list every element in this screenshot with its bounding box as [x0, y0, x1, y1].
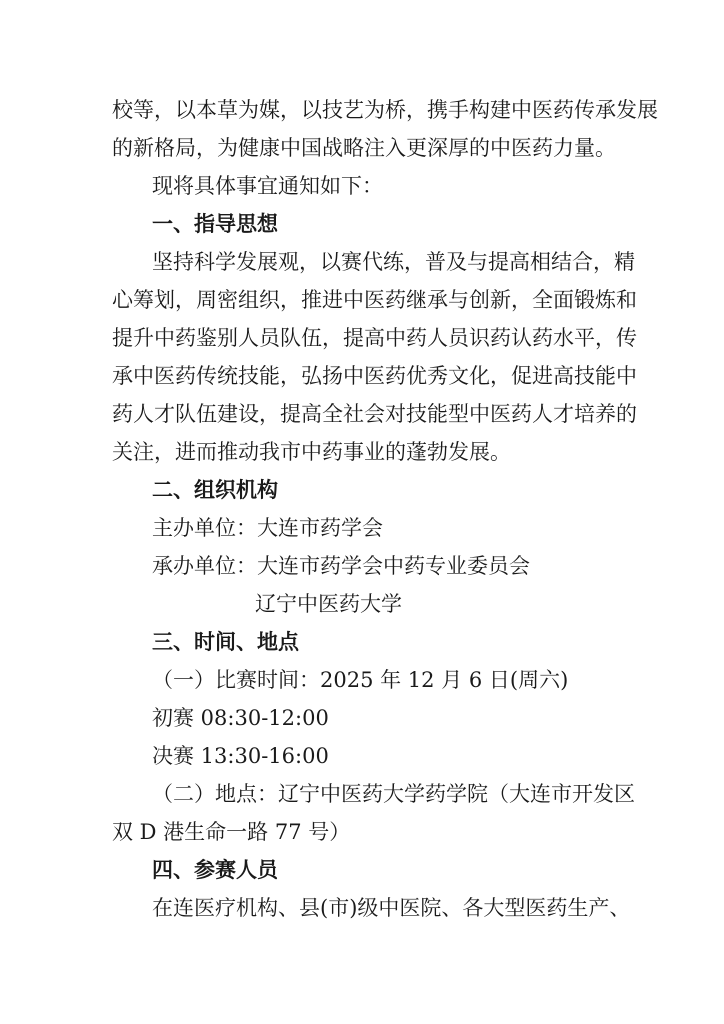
body-line-guiding-5: 药人才队伍建设，提高全社会对技能型中医药人才培养的: [112, 402, 637, 426]
organizer-line: 主办单位：大连市药学会: [152, 516, 383, 540]
body-line-2: 的新格局，为健康中国战略注入更深厚的中医药力量。: [112, 136, 616, 160]
body-line-guiding-6: 关注，进而推动我市中药事业的蓬勃发展。: [112, 440, 511, 464]
location-line-1: （二）地点：辽宁中医药大学药学院（大连市开发区: [152, 782, 635, 806]
section-heading-participants: 四、参赛人员: [152, 858, 278, 882]
body-line-guiding-3: 提升中药鉴别人员队伍，提高中药人员识药认药水平，传: [112, 326, 637, 350]
body-line-guiding-2: 心筹划，周密组织，推进中医药继承与创新，全面锻炼和: [112, 288, 637, 312]
body-line-guiding-1: 坚持科学发展观，以赛代练，普及与提高相结合，精: [152, 250, 635, 274]
co-organizer-line-2: 辽宁中医药大学: [255, 592, 402, 616]
location-line-2: 双 D 港生命一路 77 号）: [112, 820, 351, 844]
notice-intro: 现将具体事宜通知如下：: [152, 174, 383, 198]
competition-time-line: （一）比赛时间：2025 年 12 月 6 日(周六): [152, 668, 569, 692]
co-organizer-line: 承办单位：大连市药学会中药专业委员会: [152, 554, 530, 578]
final-time-line: 决赛 13:30-16:00: [152, 744, 329, 768]
preliminary-time-line: 初赛 08:30-12:00: [152, 706, 329, 730]
body-line-guiding-4: 承中医药传统技能，弘扬中医药优秀文化，促进高技能中: [112, 364, 637, 388]
body-line-1: 校等，以本草为媒，以技艺为桥，携手构建中医药传承发展: [112, 98, 658, 122]
participants-line-1: 在连医疗机构、县(市)级中医院、各大型医药生产、: [152, 896, 631, 920]
section-heading-time-place: 三、时间、地点: [152, 630, 299, 654]
section-heading-guiding-ideology: 一、指导思想: [152, 212, 278, 236]
section-heading-organization: 二、组织机构: [152, 478, 278, 502]
